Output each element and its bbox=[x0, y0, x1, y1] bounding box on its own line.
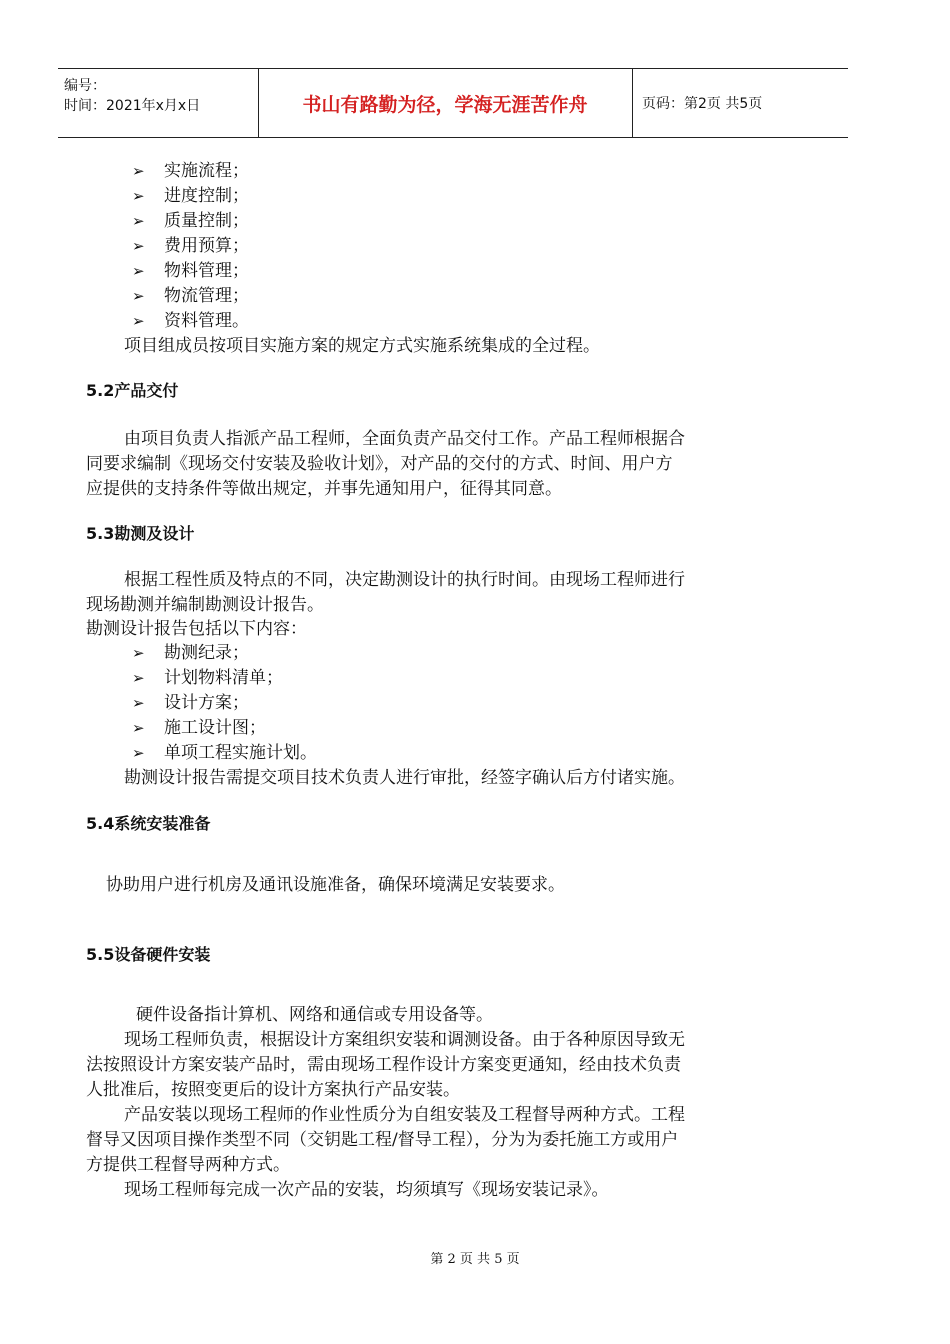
list-item: 计划物料清单； bbox=[164, 668, 283, 688]
page-header bbox=[58, 68, 848, 138]
page-footer: 第 2 页 共 5 页 bbox=[430, 1252, 520, 1267]
paragraph-line: 同要求编制《现场交付安装及验收计划》，对产品的交付的方式、时间、用户方 bbox=[86, 454, 673, 474]
section-heading-5-2: 5.2产品交付 bbox=[86, 381, 179, 400]
list-item: 质量控制； bbox=[164, 211, 249, 231]
header-page-label: 页码：第2页 共5页 bbox=[642, 96, 763, 112]
paragraph-line: 硬件设备指计算机、网络和通信或专用设备等。 bbox=[136, 1005, 493, 1025]
header-meta bbox=[58, 69, 258, 137]
paragraph-line: 产品安装以现场工程师的作业性质分为自组安装及工程督导两种方式。工程 bbox=[124, 1105, 685, 1125]
list-item: 勘测纪录； bbox=[164, 643, 249, 663]
arrow-bullet-icon: ➢ bbox=[132, 744, 145, 762]
section-heading-5-3: 5.3勘测及设计 bbox=[86, 524, 195, 543]
paragraph-line: 应提供的支持条件等做出规定，并事先通知用户，征得其同意。 bbox=[86, 479, 562, 499]
paragraph-line: 由项目负责人指派产品工程师，全面负责产品交付工作。产品工程师根据合 bbox=[124, 429, 685, 449]
arrow-bullet-icon: ➢ bbox=[132, 262, 145, 280]
arrow-bullet-icon: ➢ bbox=[132, 312, 145, 330]
paragraph-line: 人批准后，按照变更后的设计方案执行产品安装。 bbox=[86, 1080, 460, 1100]
paragraph-line: 现场勘测并编制勘测设计报告。 bbox=[86, 595, 324, 615]
arrow-bullet-icon: ➢ bbox=[132, 644, 145, 662]
paragraph-line: 协助用户进行机房及通讯设施准备，确保环境满足安装要求。 bbox=[106, 875, 565, 895]
section-heading-5-5: 5.5设备硬件安装 bbox=[86, 945, 211, 964]
list-item: 实施流程； bbox=[164, 161, 249, 181]
list-item: 物料管理； bbox=[164, 261, 249, 281]
paragraph-line: 方提供工程督导两种方式。 bbox=[86, 1155, 290, 1175]
process-paragraph: 项目组成员按项目实施方案的规定方式实施系统集成的全过程。 bbox=[124, 336, 600, 356]
list-item: 费用预算； bbox=[164, 236, 249, 256]
arrow-bullet-icon: ➢ bbox=[132, 719, 145, 737]
paragraph-line: 法按照设计方案安装产品时，需由现场工程作设计方案变更通知，经由技术负责 bbox=[86, 1055, 681, 1075]
arrow-bullet-icon: ➢ bbox=[132, 237, 145, 255]
arrow-bullet-icon: ➢ bbox=[132, 212, 145, 230]
arrow-bullet-icon: ➢ bbox=[132, 187, 145, 205]
header-divider bbox=[632, 69, 633, 137]
list-item: 物流管理； bbox=[164, 286, 249, 306]
section-heading-5-4: 5.4系统安装准备 bbox=[86, 814, 211, 833]
list-item: 单项工程实施计划。 bbox=[164, 743, 317, 763]
time-label: 时间：2021年x月x日 bbox=[64, 98, 201, 114]
list-item: 施工设计图； bbox=[164, 718, 266, 738]
arrow-bullet-icon: ➢ bbox=[132, 669, 145, 687]
list-item: 资料管理。 bbox=[164, 311, 249, 331]
paragraph-line: 根据工程性质及特点的不同，决定勘测设计的执行时间。由现场工程师进行 bbox=[124, 570, 685, 590]
list-item: 进度控制； bbox=[164, 186, 249, 206]
paragraph-line: 督导又因项目操作类型不同（交钥匙工程/督导工程），分为为委托施工方或用户 bbox=[86, 1130, 679, 1150]
arrow-bullet-icon: ➢ bbox=[132, 287, 145, 305]
list-item: 设计方案； bbox=[164, 693, 249, 713]
paragraph-line: 现场工程师每完成一次产品的安装，均须填写《现场安装记录》。 bbox=[124, 1180, 609, 1200]
number-label: 编号： bbox=[64, 78, 106, 94]
report-closing: 勘测设计报告需提交项目技术负责人进行审批，经签字确认后方付诸实施。 bbox=[124, 768, 685, 788]
arrow-bullet-icon: ➢ bbox=[132, 694, 145, 712]
paragraph-line: 现场工程师负责，根据设计方案组织安装和调测设备。由于各种原因导致无 bbox=[124, 1030, 685, 1050]
report-intro: 勘测设计报告包括以下内容： bbox=[86, 619, 307, 639]
arrow-bullet-icon: ➢ bbox=[132, 162, 145, 180]
header-motto: 书山有路勤为径，学海无涯苦作舟 bbox=[302, 93, 588, 116]
